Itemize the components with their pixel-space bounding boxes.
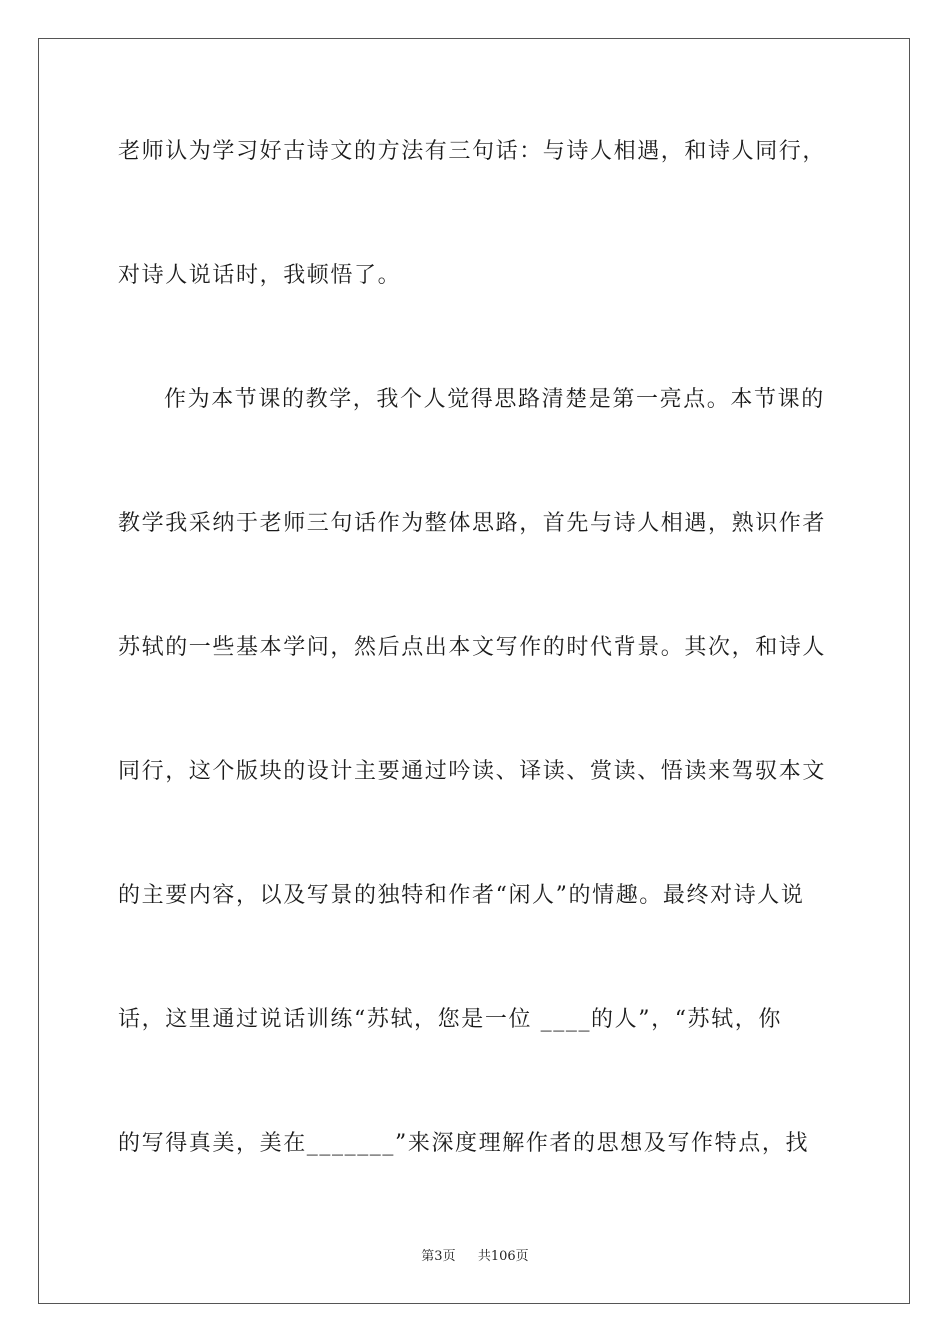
text-line-1: 老师认为学习好古诗文的方法有三句话：与诗人相遇，和诗人同行， [118,139,827,164]
text-line-3: 作为本节课的教学，我个人觉得思路清楚是第一亮点。本节课的 [164,387,825,412]
text-line-7: 的主要内容，以及写景的独特和作者“闲人”的情趣。最终对诗人说 [118,883,805,908]
text-line-2: 对诗人说话时，我顿悟了。 [118,263,402,288]
text-line-9: 的写得真美，美在_______”来深度理解作者的思想及写作特点，找 [118,1131,810,1156]
text-line-6: 同行，这个版块的设计主要通过吟读、译读、赏读、悟读来驾驭本文 [118,759,827,784]
page-total: 共106页 [477,1249,529,1264]
page-border [38,38,910,1304]
text-line-8: 话，这里通过说话训练“苏轼，您是一位 ____的人”，“苏轼，你 [118,1007,782,1032]
text-line-4: 教学我采纳于老师三句话作为整体思路，首先与诗人相遇，熟识作者 [118,511,827,536]
page-number: 第3页 [421,1249,456,1264]
text-line-5: 苏轼的一些基本学问，然后点出本文写作的时代背景。其次，和诗人 [118,635,827,660]
page-footer [0,1248,950,1266]
